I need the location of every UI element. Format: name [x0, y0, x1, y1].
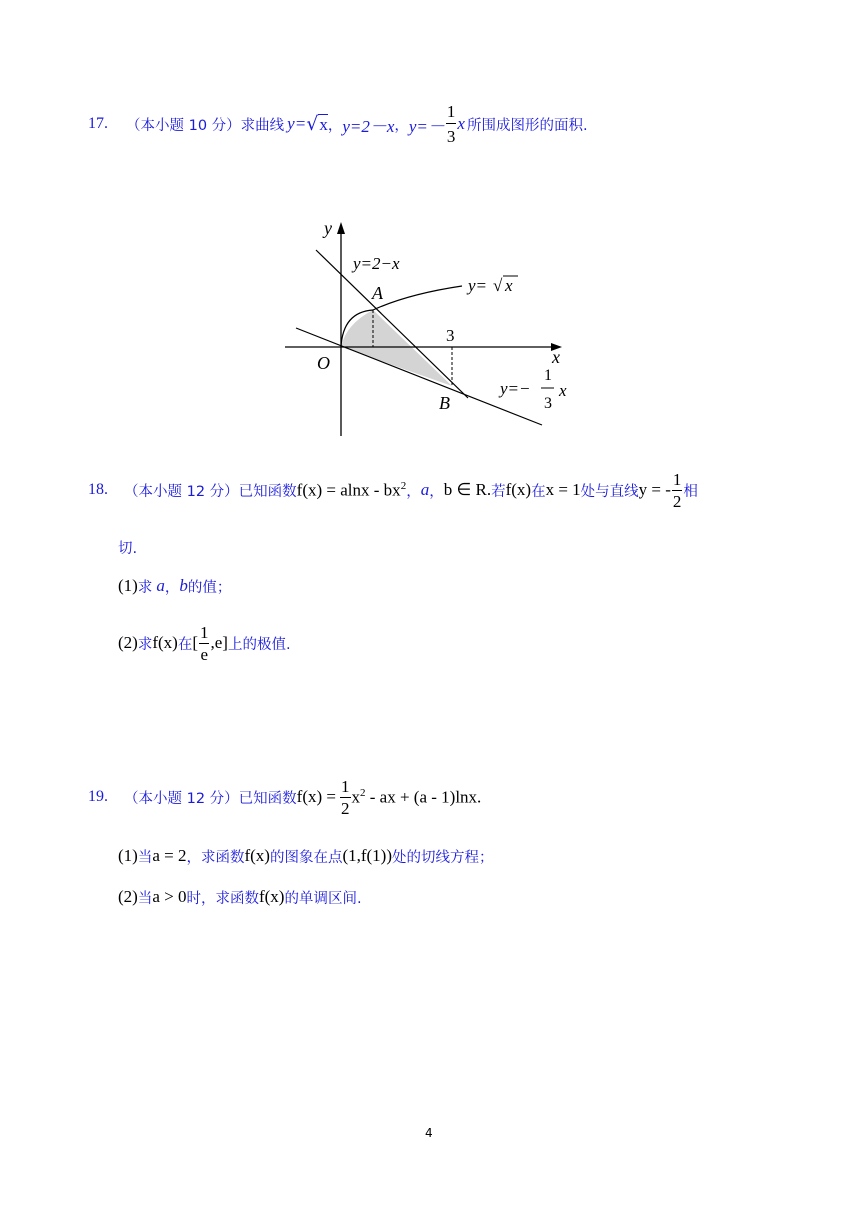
q18-fraction	[672, 471, 683, 510]
q18-a-var: a	[420, 480, 430, 499]
q19-func-right: - ax + (a - 1)lnx.	[365, 787, 482, 807]
curve-label: y=	[468, 276, 488, 295]
q17-sep2: ，	[394, 117, 409, 134]
q19-p1-when: 当	[137, 849, 153, 866]
q18-p2-text: 求	[137, 636, 153, 653]
q19-p2-text: 时，求函数	[186, 890, 259, 907]
q18-tail1: 相	[683, 483, 698, 500]
line2-frac-den: 3	[544, 395, 552, 412]
q19-p1-tail: 处的切线方程；	[392, 849, 494, 866]
q19-p2-cond: a > 0	[152, 887, 187, 906]
q18-at: 在	[531, 483, 546, 500]
q19-frac-num: 1	[341, 776, 350, 796]
q19-line	[88, 771, 481, 823]
q18-x-eq-1: x = 1	[545, 480, 581, 499]
q17-frac-den: 3	[446, 127, 456, 146]
curve-sqrt-x: x	[505, 276, 513, 295]
q18-p2-tail: 上的极值.	[227, 636, 291, 653]
q17-lead: 求曲线	[240, 117, 285, 134]
q18-b-in-r: b ∈ R.	[443, 480, 492, 499]
origin-label: O	[317, 353, 330, 373]
line2-label-left: y=−	[500, 379, 531, 398]
page-number: 4	[425, 1126, 433, 1140]
axis-y-label: y	[324, 218, 332, 238]
q19-number: 19.	[88, 788, 108, 805]
tick-3-label: 3	[446, 326, 455, 345]
q19-p1-point: (1,f(1))	[342, 846, 393, 865]
q18-p1-b: b	[179, 576, 188, 595]
q18-part1	[118, 573, 231, 599]
q18-line	[88, 464, 698, 516]
line1-label: y=2−x	[353, 254, 400, 273]
q18-p1-a: a	[156, 576, 165, 595]
q17-root-sign: √	[306, 113, 319, 135]
q19-func-left: f(x) =	[296, 787, 336, 806]
q19-score: （本小题 12 分）	[124, 790, 239, 807]
q19-func-x: x	[351, 787, 360, 807]
q17-number: 17.	[88, 115, 108, 132]
q18-func-text: f(x) = alnx - bx	[296, 480, 401, 500]
q18-p2-at: 在	[177, 636, 193, 653]
q17-x: x	[457, 114, 465, 133]
q18-line-y: y = -	[638, 480, 671, 499]
q17-frac-num: 1	[446, 103, 457, 124]
q19-p1-text: ，求函数	[186, 849, 245, 866]
q18-frac-den: 2	[672, 491, 682, 511]
q19-p2-label: (2)	[118, 887, 138, 906]
q17-sep1: ，	[327, 117, 343, 134]
q18-p2-close: ,e]	[210, 633, 228, 652]
q19-p2-when: 当	[137, 890, 153, 907]
q18-lead: 已知函数	[238, 483, 297, 500]
q18-part2	[118, 614, 291, 672]
q18-exp: 2	[400, 479, 407, 492]
q18-tangent: 处与直线	[580, 483, 639, 500]
q19-p1-fx: f(x)	[244, 846, 270, 865]
q18-tail2: 切.	[118, 541, 138, 557]
axis-x-label: x	[552, 347, 560, 367]
shaded-region	[341, 310, 452, 386]
q19-frac-den: 2	[341, 798, 350, 818]
q19-p1-label: (1)	[118, 846, 138, 865]
q18-comma: ，	[429, 483, 444, 500]
q17-tail: 所围成图形的面积.	[466, 117, 588, 134]
q17-score: （本小题 10 分）	[126, 117, 241, 134]
q19-p1-text2: 的图象在点	[269, 849, 343, 866]
area-figure	[280, 212, 600, 442]
q19-p2-tail: 的单调区间.	[284, 890, 362, 907]
q17-line	[88, 98, 588, 150]
q19-p2-fx: f(x)	[258, 887, 285, 906]
q18-p2-frac-den: e	[200, 644, 208, 664]
q19-exp: 2	[360, 786, 366, 799]
q18-p1-comma: ，	[164, 579, 180, 596]
q17-y2: y=2－x	[342, 116, 395, 136]
q18-p2-fraction	[199, 624, 210, 663]
q18-p2-frac-num: 1	[199, 622, 209, 642]
line2-frac-num: 1	[544, 367, 552, 384]
q18-func	[297, 480, 407, 501]
q18-p1-text: 求	[137, 579, 153, 596]
q19-p1-cond: a = 2	[152, 846, 187, 865]
q17-sqrt-x: x	[319, 114, 328, 134]
line-minus-third-x	[296, 328, 542, 425]
q17-y1: y=	[287, 114, 307, 133]
y-axis-arrow	[337, 222, 345, 234]
q17-fraction	[446, 103, 457, 145]
q19-fraction	[340, 778, 351, 817]
point-b-label: B	[439, 393, 450, 413]
q17-y3: y=－	[408, 116, 445, 136]
curve-root-sign: √	[493, 276, 503, 295]
point-a-label: A	[372, 283, 383, 303]
q18-p2-label: (2)	[118, 633, 138, 652]
q18-p1-label: (1)	[118, 576, 138, 595]
q18-p2-fx: f(x)	[152, 633, 178, 652]
line2-label-right: x	[559, 381, 567, 400]
q18-number: 18.	[88, 481, 108, 498]
q19-part1	[118, 843, 494, 869]
q19-lead: 已知函数	[238, 790, 297, 807]
q18-sep: ，	[406, 483, 421, 500]
q18-if: 若	[491, 483, 506, 500]
q19-func-rest	[352, 787, 482, 808]
q19-part2	[118, 884, 362, 910]
q18-p1-tail: 的值；	[187, 579, 232, 596]
q18-fx: f(x)	[505, 480, 532, 499]
q18-score: （本小题 12 分）	[124, 483, 239, 500]
q18-p2-open: [	[192, 633, 198, 652]
q18-frac-num: 1	[672, 469, 682, 489]
